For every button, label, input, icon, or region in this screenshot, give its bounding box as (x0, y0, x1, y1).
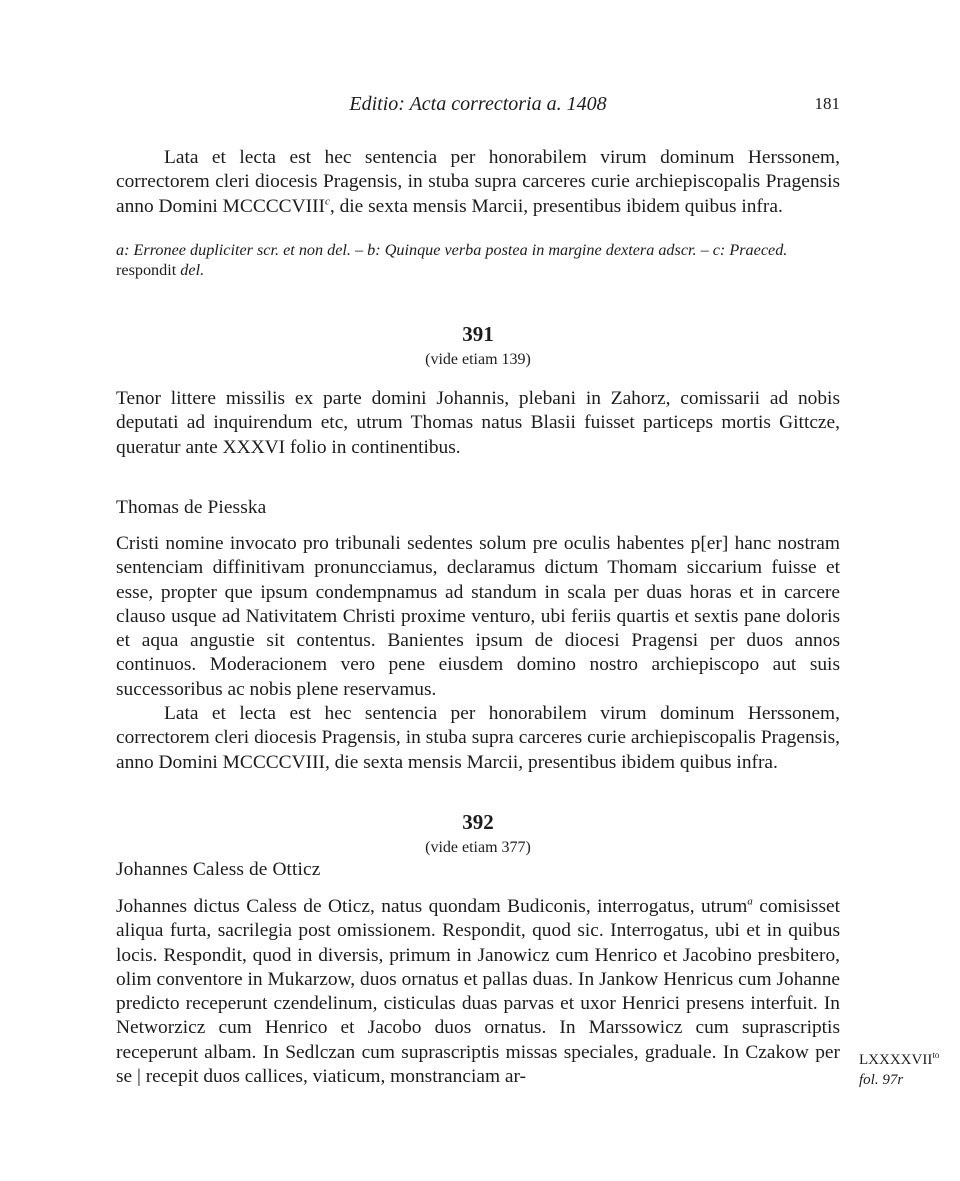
page-number: 181 (814, 94, 840, 113)
document-ref-392: (vide etiam 377) (425, 839, 531, 856)
footnote-marker-c: c (325, 195, 330, 208)
document-summary-391 (116, 387, 840, 460)
interrogation-paragraph (116, 895, 840, 1089)
note-a: a: Erronee dupliciter scr. et non del. (116, 241, 351, 259)
margin-folio-roman (859, 1045, 939, 1070)
summary-text: Tenor littere missilis ex parte domini Johannis, plebani in Zahorz, comissarii ad nobis deputati ad inquirendum etc, utrum Thomas natus Blasii fuisset particeps mortis Gittcze, queratur ante XXXVI folio in continentibus. (116, 388, 840, 458)
note-c: c: Praeced. (712, 241, 788, 259)
running-title: Editio: Acta correctoria a. 1408 (349, 93, 607, 115)
note-b: b: Quinque verba postea in margine dextera adscr. (367, 241, 697, 259)
note-separator: – (350, 241, 368, 259)
running-head (116, 92, 840, 116)
closing-paragraph-text (116, 146, 840, 219)
closing-text-part1: Lata et lecta est hec sentencia per honorabilem virum dominum Herssonem, correctorem cleri diocesis Pragensis, in stuba supra carceres curie archiepiscopalis Pragensis anno Domini MCCCCVIII (116, 147, 840, 217)
interrogation-part2: comisisset aliqua furta, sacrilegia post omissionem. Respondit, quod sic. Interrogatus, ubi et in quibus locis. Respondit, quod in diversis, primum in Janowicz cum Henrico et Jacobino presbitero, olim conventore in Mukarzow, duos ornatus et pallas duas. In Jankow Henricus cum Johanne predicto receperunt czendelinum, cisticulas duas parvas et uxor Henrici presens interfuit. In Networzicz cum Henrico et Jacobo duos ornatus. In Marssowicz cum suprascriptis receperunt albam. In Sedlczan cum suprascriptis missas speciales, graduale. In Czakow per se | recepit duos callices, viaticum, monstranciam ar- (116, 896, 841, 1088)
critical-notes (116, 240, 840, 280)
interrogation-part1: Johannes dictus Caless de Oticz, natus quondam Budiconis, interrogatus, utrum (116, 896, 748, 917)
margin-folio-ref: fol. 97r (859, 1072, 904, 1088)
document-number-391: 391 (462, 322, 494, 346)
sentence-text-391 (116, 532, 840, 775)
document-ref-391: (vide etiam 139) (425, 351, 531, 368)
note-c-word: respondit (116, 261, 181, 279)
note-separator: – (696, 241, 713, 259)
document-heading-392: Johannes Caless de Otticz (116, 859, 321, 880)
folio-roman-sup: to (932, 1050, 940, 1060)
closing-text-part2: , die sexta mensis Marcii, presentibus ibidem quibus infra. (329, 195, 783, 217)
closing-paragraph-prev-document (116, 146, 840, 219)
footnote-marker-a: a (747, 895, 753, 908)
folio-roman-text: LXXXXVII (859, 1052, 933, 1068)
note-c-del: del. (180, 261, 205, 279)
interrogation-text-392 (116, 895, 840, 1089)
document-heading-391: Thomas de Piesska (116, 497, 267, 518)
lata-paragraph: Lata et lecta est hec sentencia per honorabilem virum dominum Herssonem, correctorem cleri diocesis Pragensis, in stuba supra carceres curie archiepiscopalis Pragensis, anno Domini MCCCCVIII, die sexta mensis Marcii, presentibus ibidem quibus infra. (116, 703, 840, 773)
critical-apparatus (116, 240, 840, 280)
sentence-paragraph: Cristi nomine invocato pro tribunali sedentes solum pre oculis habentes p[er] hanc nostram sentenciam diffinitivam pronuncciamus, declaramus dictum Thomam siccarium fuisse et esse, propter que ipsum condempnamus ad standum in scala per duas horas et in carcere clauso usque ad Nativitatem Christi proxime venturo, ubi feriis quartis et sextis pane doloris et aqua angustie sit contentus. Banientes ipsum de diocesi Pragensi per duos annos continuos. Moderacionem vero pene eiusdem domino nostro archiepiscopo aut suis successoribus ac nobis plene reservamus. (116, 533, 840, 700)
document-number-392: 392 (462, 810, 494, 834)
